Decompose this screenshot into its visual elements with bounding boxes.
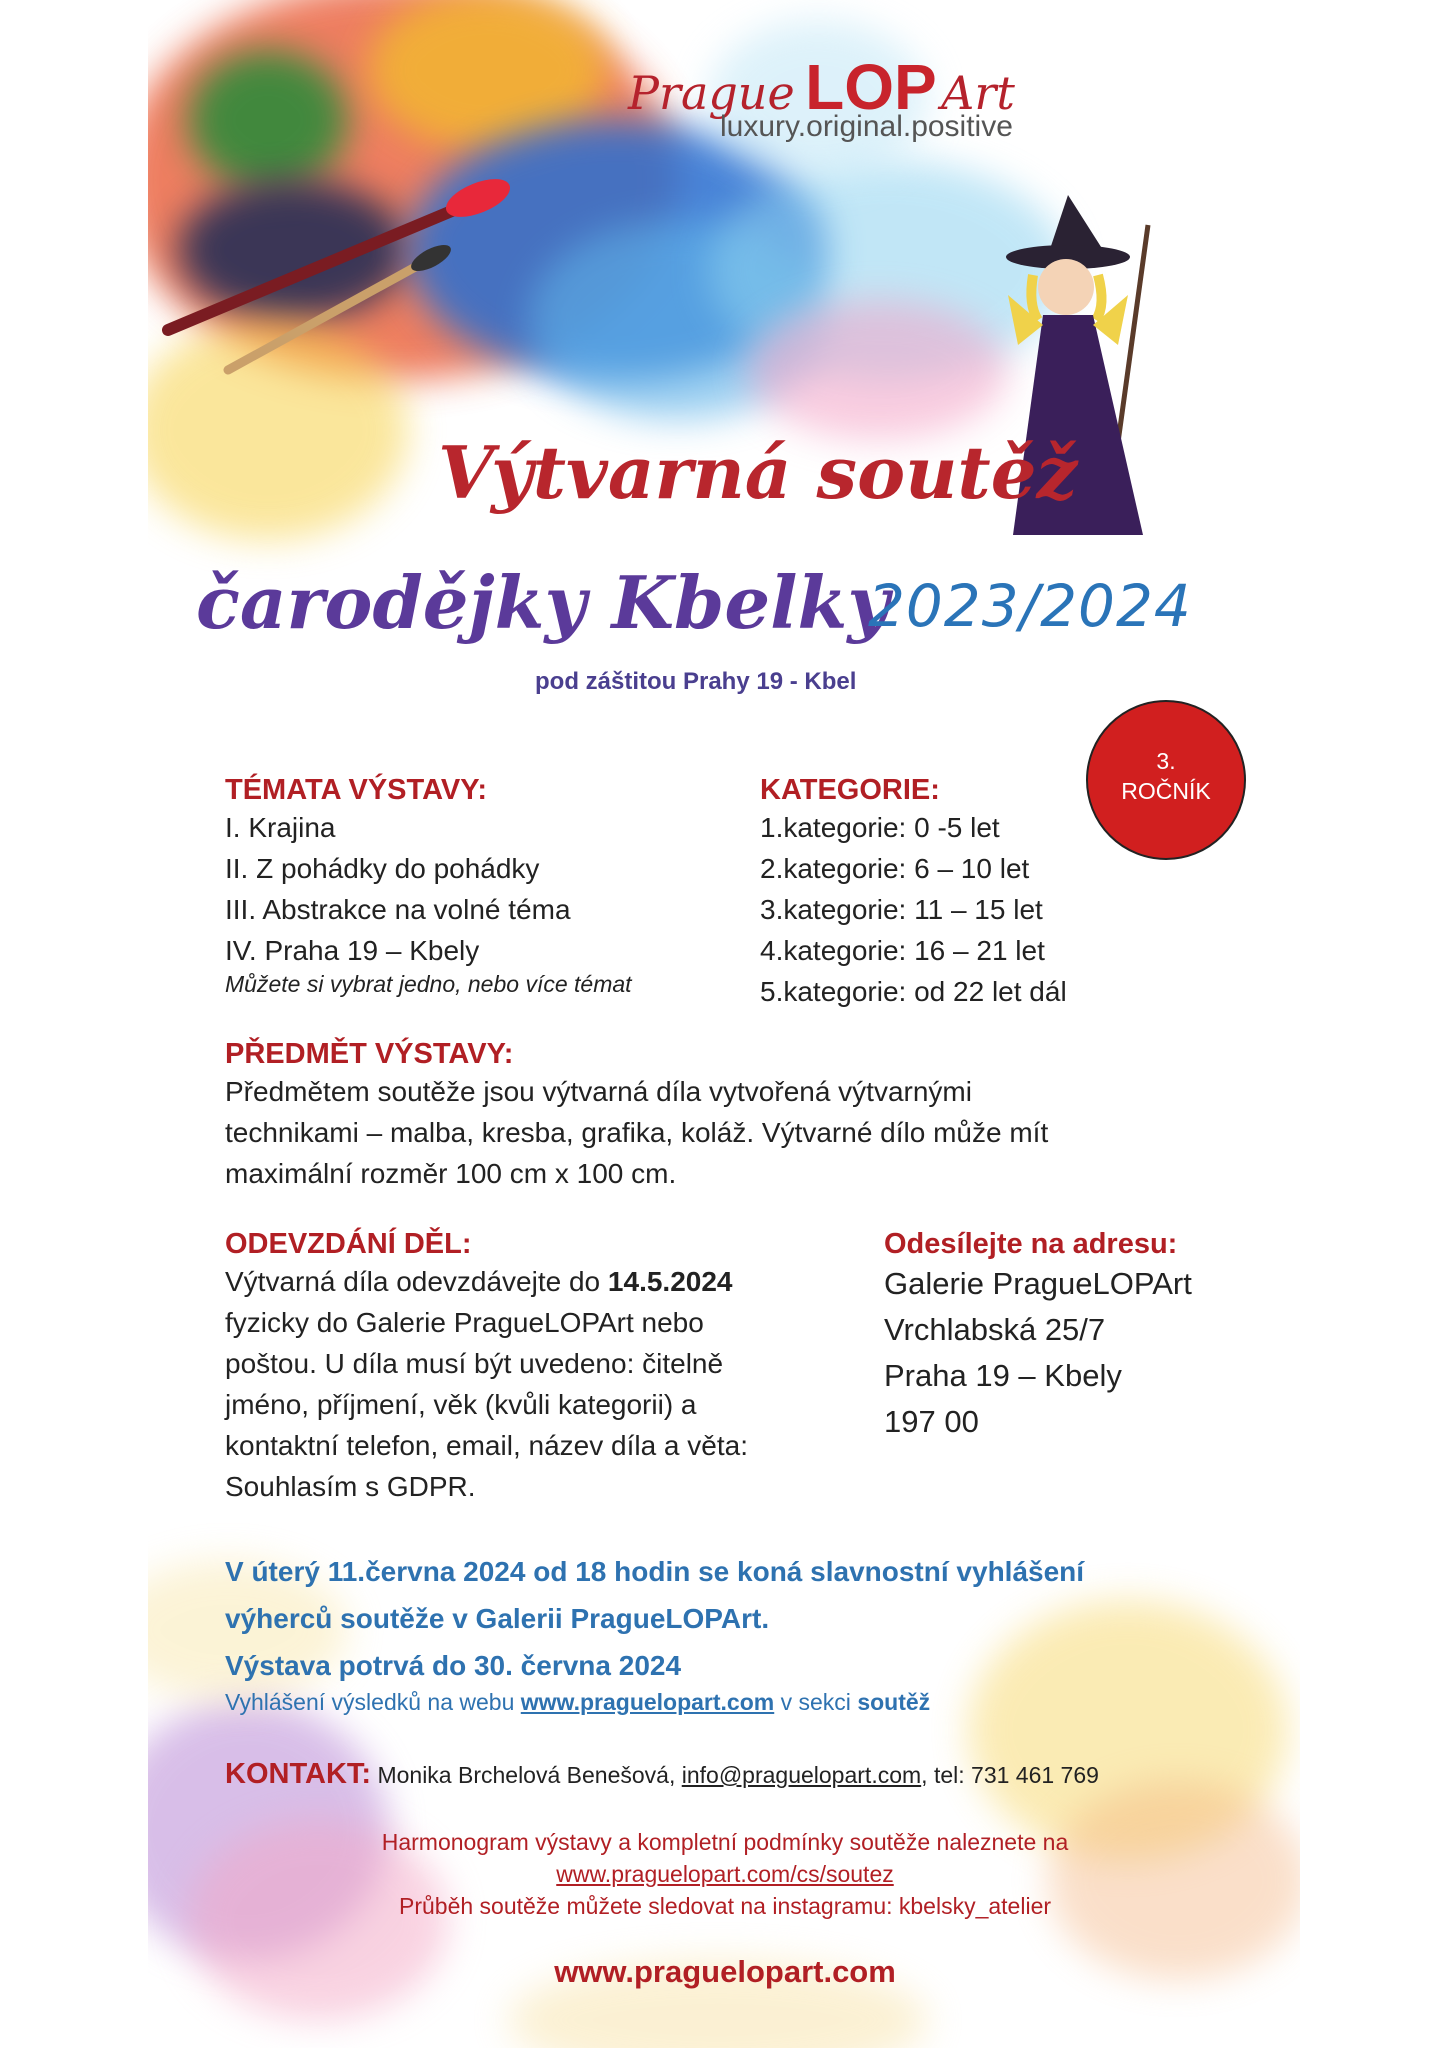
results-line	[225, 1689, 1285, 1716]
submission-line	[225, 1261, 825, 1302]
themes-heading: TÉMATA VÝSTAVY:	[225, 774, 488, 806]
logo-lop: LOP	[805, 51, 937, 123]
announcement-line: výherců soutěže v Galerii PragueLOPArt.	[225, 1603, 770, 1634]
subject-line: technikami – malba, kresba, grafika, koláž. Výtvarné dílo může mít	[225, 1117, 1049, 1148]
announcement-line: V úterý 11.června 2024 od 18 hodin se koná slavnostní vyhlášení	[225, 1556, 1085, 1587]
address-line: 197 00	[884, 1404, 979, 1439]
badge-label: ROČNÍK	[1121, 778, 1211, 804]
categories-heading: KATEGORIE:	[760, 774, 940, 806]
submission-deadline: 14.5.2024	[607, 1266, 733, 1297]
submission-heading: ODEVZDÁNÍ DĚL:	[225, 1228, 472, 1260]
theme-item: II. Z pohádky do pohádky	[225, 853, 540, 884]
brand-logo	[628, 50, 1248, 144]
logo-tagline: luxury.original.positive	[720, 110, 1013, 143]
submission-line: jméno, příjmení, věk (kvůli kategorii) a	[225, 1389, 697, 1420]
footer-section	[225, 1826, 1225, 1922]
subject-heading: PŘEDMĚT VÝSTAVY:	[225, 1038, 514, 1070]
patronage-text: pod záštitou Prahy 19 - Kbel	[535, 668, 857, 695]
contact-email-link[interactable]: info@praguelopart.com	[681, 1762, 922, 1788]
contact-tel: , tel: 731 461 769	[921, 1762, 1099, 1788]
category-item: 3.kategorie: 11 – 15 let	[760, 894, 1043, 925]
subject-line: Předmětem soutěže jsou výtvarná díla vytvořená výtvarnými	[225, 1076, 972, 1107]
theme-item: III. Abstrakce na volné téma	[225, 894, 571, 925]
category-item: 1.kategorie: 0 -5 let	[760, 812, 1000, 843]
address-line: Praha 19 – Kbely	[884, 1358, 1122, 1393]
title-line2: čarodějky Kbelky	[196, 560, 890, 645]
submission-line: poštou. U díla musí být uvedeno: čitelně	[225, 1348, 724, 1379]
logo-prague: Prague	[628, 66, 795, 120]
theme-item: I. Krajina	[225, 812, 336, 843]
announcement-line: Výstava potrvá do 30. června 2024	[225, 1650, 682, 1681]
footer-line: Průběh soutěže můžete sledovat na instagramu: kbelsky_atelier	[398, 1893, 1052, 1919]
address-section	[884, 1228, 1244, 1445]
results-text: v sekci	[774, 1689, 858, 1715]
category-item: 4.kategorie: 16 – 21 let	[760, 935, 1045, 966]
submission-line: kontaktní telefon, email, název díla a věta:	[225, 1430, 748, 1461]
address-line: Galerie PragueLOPArt	[884, 1266, 1192, 1301]
submission-line: fyzicky do Galerie PragueLOPArt nebo	[225, 1307, 704, 1338]
badge-number: 3.	[1156, 748, 1176, 774]
contact-section	[225, 1758, 1285, 1791]
footer-line: Harmonogram výstavy a kompletní podmínky soutěže naleznete na	[381, 1829, 1069, 1855]
results-section-name: soutěž	[857, 1689, 931, 1715]
contact-heading: KONTAKT:	[225, 1758, 372, 1790]
submission-line: Souhlasím s GDPR.	[225, 1471, 476, 1502]
category-item: 5.kategorie: od 22 let dál	[760, 976, 1067, 1007]
logo-art: Art	[941, 66, 1015, 120]
contact-name: Monika Brchelová Benešová,	[371, 1762, 682, 1788]
themes-note: Můžete si vybrat jedno, nebo více témat	[225, 971, 632, 997]
title-year: 2023/2024	[868, 572, 1192, 640]
title-line1: Výtvarná soutěž	[438, 430, 1078, 515]
address-heading: Odesílejte na adresu:	[884, 1228, 1178, 1260]
submission-section	[225, 1228, 825, 1507]
subject-section	[225, 1038, 1225, 1194]
footer-website[interactable]: www.praguelopart.com	[554, 1954, 896, 1989]
footer-link-wrap	[225, 1858, 1225, 1890]
footer-link[interactable]: www.praguelopart.com/cs/soutez	[556, 1861, 894, 1887]
results-text: Vyhlášení výsledků na webu	[225, 1689, 521, 1715]
categories-section	[760, 774, 1120, 1012]
announcement-section	[225, 1548, 1285, 1716]
themes-section	[225, 774, 745, 998]
submission-text: Výtvarná díla odevzdávejte do	[225, 1266, 608, 1297]
address-line: Vrchlabská 25/7	[884, 1312, 1106, 1347]
subject-line: maximální rozměr 100 cm x 100 cm.	[225, 1158, 677, 1189]
results-link[interactable]: www.praguelopart.com	[520, 1689, 775, 1715]
category-item: 2.kategorie: 6 – 10 let	[760, 853, 1030, 884]
poster	[148, 0, 1300, 2048]
theme-item: IV. Praha 19 – Kbely	[225, 935, 480, 966]
